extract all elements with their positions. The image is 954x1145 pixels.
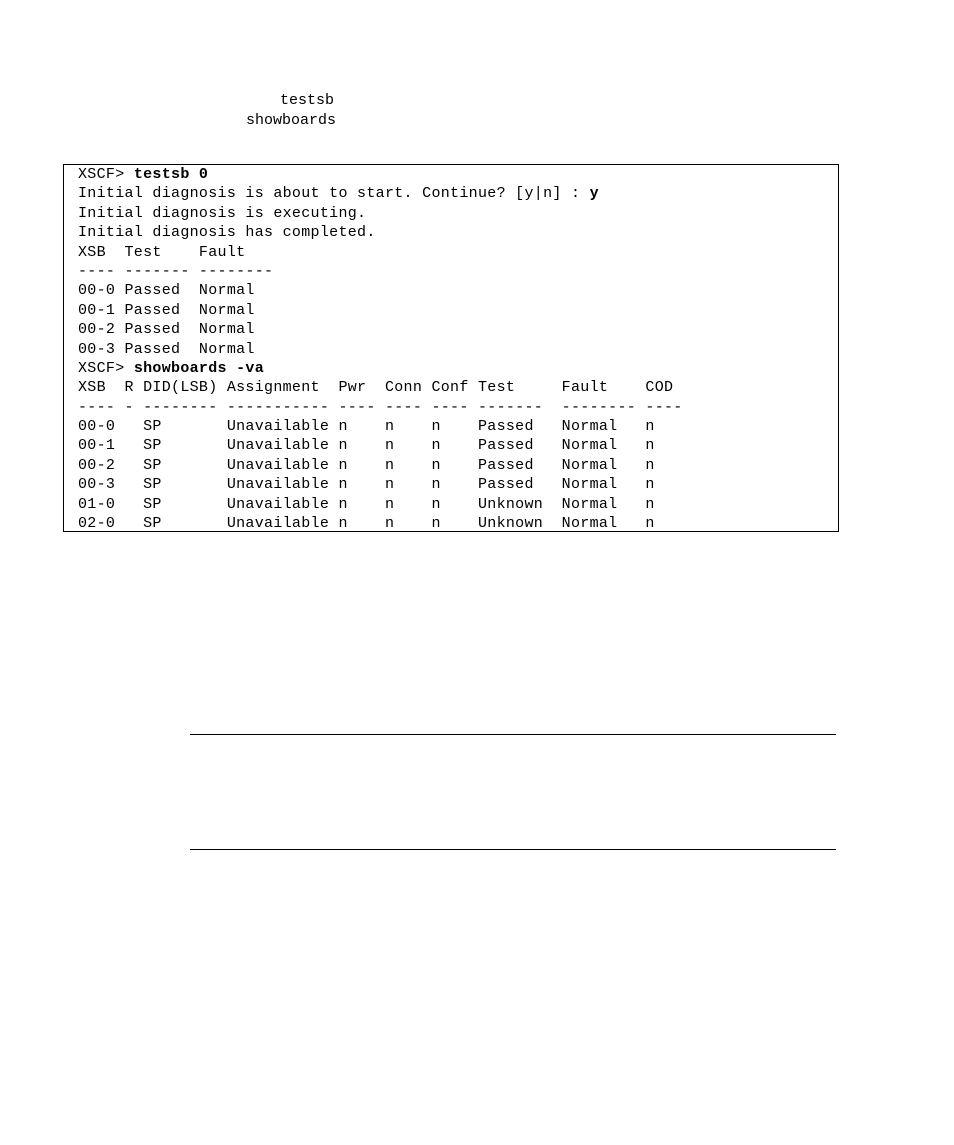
code-example-box bbox=[63, 164, 839, 532]
table-row: 00-1 Passed Normal bbox=[78, 301, 255, 319]
table-row: 00-3 SP Unavailable n n n Passed Normal n bbox=[78, 476, 655, 494]
inline-code-showboards: showboards bbox=[246, 112, 337, 129]
table-separator: ---- - -------- ----------- ---- ---- ---- ------- -------- ---- bbox=[78, 398, 683, 416]
horizontal-rule-bottom bbox=[190, 849, 836, 850]
code-line bbox=[78, 359, 683, 378]
code-line: Initial diagnosis has completed. bbox=[78, 224, 376, 242]
table-row: 00-0 SP Unavailable n n n Passed Normal n bbox=[78, 418, 655, 436]
user-answer: y bbox=[589, 185, 599, 203]
table-header: XSB R DID(LSB) Assignment Pwr Conn Conf Test Fault COD bbox=[78, 379, 674, 397]
table-row: 00-1 SP Unavailable n n n Passed Normal n bbox=[78, 437, 655, 455]
table-header: XSB Test Fault bbox=[78, 243, 246, 261]
table-row: 00-3 Passed Normal bbox=[78, 340, 255, 358]
code-line bbox=[78, 184, 683, 203]
prompt: XSCF> bbox=[78, 166, 134, 183]
output-text: Initial diagnosis is about to start. Continue? [y|n] : bbox=[78, 185, 590, 203]
inline-code-testsb: testsb bbox=[280, 92, 335, 109]
table-row: 00-0 Passed Normal bbox=[78, 282, 255, 300]
table-row: 02-0 SP Unavailable n n n Unknown Normal n bbox=[78, 515, 655, 533]
code-line: Initial diagnosis is executing. bbox=[78, 204, 367, 222]
prompt: XSCF> bbox=[78, 359, 134, 377]
command: testsb 0 bbox=[133, 166, 209, 183]
horizontal-rule-top bbox=[190, 734, 836, 735]
table-row: 00-2 SP Unavailable n n n Passed Normal n bbox=[78, 456, 655, 474]
table-separator: ---- ------- -------- bbox=[78, 262, 274, 280]
code-line bbox=[78, 165, 683, 184]
table-row: 01-0 SP Unavailable n n n Unknown Normal n bbox=[78, 495, 655, 513]
code-example bbox=[78, 165, 683, 533]
command: showboards -va bbox=[133, 359, 265, 377]
table-row: 00-2 Passed Normal bbox=[78, 321, 255, 339]
